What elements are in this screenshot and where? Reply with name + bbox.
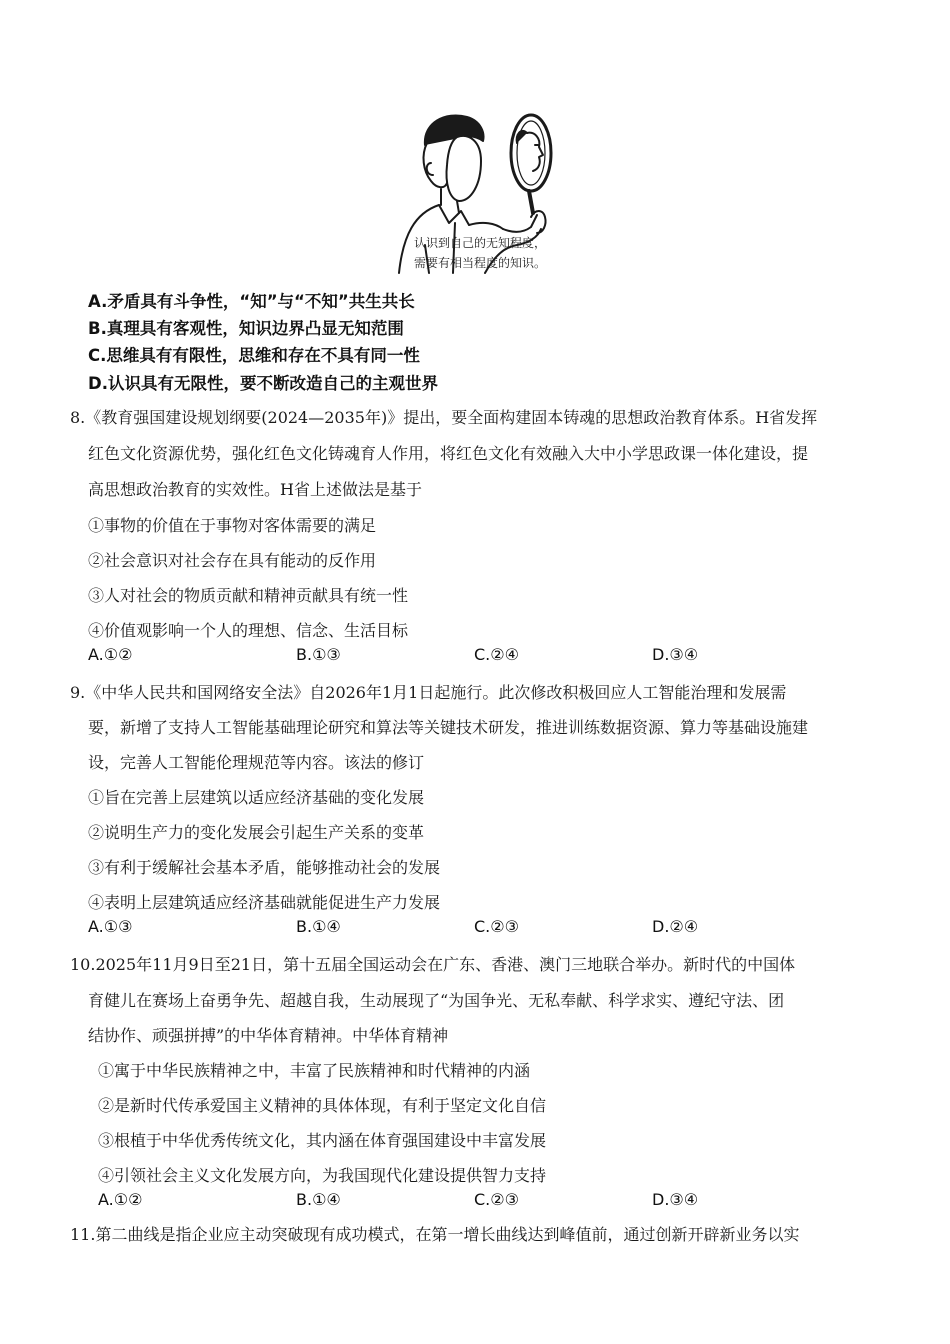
q8-statement-2: ②社会意识对社会存在具有能动的反作用 [88, 551, 377, 570]
q11-stem-line-1: 11.第二曲线是指企业应主动突破现有成功模式，在第一增长曲线达到峰值前，通过创新开辟新业务以实 [70, 1225, 800, 1244]
q7-option-b[interactable]: B.真理具有客观性，知识边界凸显无知范围 [88, 319, 404, 338]
q8-choice-d[interactable]: D.③④ [652, 645, 699, 664]
q10-statement-2: ②是新时代传承爱国主义精神的具体体现，有利于坚定文化自信 [98, 1096, 547, 1115]
q10-choice-c[interactable]: C.②③ [474, 1190, 519, 1209]
q8-choice-c[interactable]: C.②④ [474, 645, 519, 664]
q10-statement-1: ①寓于中华民族精神之中，丰富了民族精神和时代精神的内涵 [98, 1061, 531, 1080]
q7-option-d[interactable]: D.认识具有无限性，要不断改造自己的主观世界 [88, 374, 438, 393]
q8-stem-line-2: 红色文化资源优势，强化红色文化铸魂育人作用，将红色文化有效融入大中小学思政课一体化建设，提 [88, 444, 809, 463]
q9-choice-d[interactable]: D.②④ [652, 917, 699, 936]
q10-choice-b[interactable]: B.①④ [296, 1190, 341, 1209]
q8-statement-1: ①事物的价值在于事物对客体需要的满足 [88, 516, 377, 535]
q7-option-c[interactable]: C.思维具有有限性，思维和存在不具有同一性 [88, 346, 420, 365]
q9-statement-2: ②说明生产力的变化发展会引起生产关系的变革 [88, 823, 425, 842]
figure-caption-line-1: 认识到自己的无知程度， [413, 236, 546, 250]
q8-statement-4: ④价值观影响一个人的理想、信念、生活目标 [88, 621, 409, 640]
q9-stem-line-1: 9.《中华人民共和国网络安全法》自2026年1月1日起施行。此次修改积极回应人工智能治理和发展需 [70, 683, 787, 702]
q7-option-a[interactable]: A.矛盾具有斗争性，“知”与“不知”共生共长 [88, 292, 415, 311]
q10-statement-3: ③根植于中华优秀传统文化，其内涵在体育强国建设中丰富发展 [98, 1131, 547, 1150]
q9-stem-line-2: 要，新增了支持人工智能基础理论研究和算法等关键技术研发，推进训练数据资源、算力等基础设施建 [88, 718, 809, 737]
figure-caption-line-2: 需要有相当程度的知识。 [413, 256, 546, 270]
q9-choice-c[interactable]: C.②③ [474, 917, 519, 936]
q10-stem-line-3: 结协作、顽强拼搏”的中华体育精神。中华体育精神 [88, 1026, 449, 1045]
q8-choice-b[interactable]: B.①③ [296, 645, 341, 664]
q10-statement-4: ④引领社会主义文化发展方向，为我国现代化建设提供智力支持 [98, 1166, 547, 1185]
q8-stem-line-1: 8.《教育强国建设规划纲要(2024—2035年)》提出，要全面构建固本铸魂的思想政治教育体系。H省发挥 [70, 408, 818, 427]
q9-statement-1: ①旨在完善上层建筑以适应经济基础的变化发展 [88, 788, 425, 807]
q8-choice-a[interactable]: A.①② [88, 645, 133, 664]
q9-statement-4: ④表明上层建筑适应经济基础就能促进生产力发展 [88, 893, 441, 912]
q10-stem-line-2: 育健儿在赛场上奋勇争先、超越自我，生动展现了“为国争光、无私奉献、科学求实、遵纪守法、团 [88, 991, 785, 1010]
q9-stem-line-3: 设，完善人工智能伦理规范等内容。该法的修订 [88, 753, 425, 772]
q9-statement-3: ③有利于缓解社会基本矛盾，能够推动社会的发展 [88, 858, 441, 877]
q8-stem-line-3: 高思想政治教育的实效性。H省上述做法是基于 [88, 480, 422, 499]
q9-choice-b[interactable]: B.①④ [296, 917, 341, 936]
q8-statement-3: ③人对社会的物质贡献和精神贡献具有统一性 [88, 586, 409, 605]
q10-choice-a[interactable]: A.①② [98, 1190, 143, 1209]
q10-choice-d[interactable]: D.③④ [652, 1190, 699, 1209]
q10-stem-line-1: 10.2025年11月9日至21日，第十五届全国运动会在广东、香港、澳门三地联合举办。新时代的中国体 [70, 955, 796, 974]
q9-choice-a[interactable]: A.①③ [88, 917, 133, 936]
